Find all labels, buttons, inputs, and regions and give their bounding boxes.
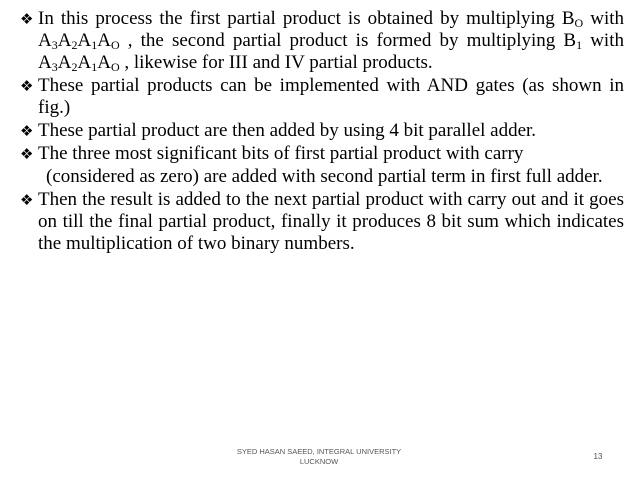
bullet-text: with A bbox=[38, 8, 625, 51]
diamond-bullet-icon: ❖ bbox=[20, 10, 34, 28]
bullet-item-final-result bbox=[20, 189, 624, 255]
bullet-text: , likewise for III and IV partial products. bbox=[119, 52, 433, 73]
bullet-item-parallel-adder bbox=[20, 120, 624, 142]
diamond-bullet-icon: ❖ bbox=[20, 122, 34, 140]
bullet-text: Then the result is added to the next partial product with carry out and it goes on till the final partial product, finally it produces 8 bit sum which indicates the multiplication of two binary numbers. bbox=[38, 189, 624, 254]
bullet-list bbox=[20, 8, 624, 256]
bullet-text: These partial product are then added by using 4 bit parallel adder. bbox=[38, 120, 537, 141]
bullet-item-msb-carry bbox=[20, 143, 624, 165]
page-number: 13 bbox=[593, 452, 603, 461]
footer-location-line: LUCKNOW bbox=[299, 457, 339, 466]
diamond-bullet-icon: ❖ bbox=[20, 145, 34, 163]
bullet-text: A bbox=[77, 52, 92, 73]
subscript: 3 bbox=[51, 38, 58, 52]
subscript: O bbox=[574, 16, 584, 30]
diamond-bullet-icon: ❖ bbox=[20, 77, 34, 95]
continuation-paragraph bbox=[20, 166, 624, 188]
bullet-text: A bbox=[57, 30, 72, 51]
bullet-item-and-gates bbox=[20, 75, 624, 119]
continuation-text: (considered as zero) are added with second partial term in first full adder. bbox=[46, 166, 603, 187]
slide-footer bbox=[219, 447, 419, 467]
bullet-text: In this process the first partial product is obtained by multiplying B bbox=[38, 8, 575, 29]
subscript: 3 bbox=[51, 60, 58, 74]
diamond-bullet-icon: ❖ bbox=[20, 191, 34, 209]
footer-author-line: SYED HASAN SAEED, INTEGRAL UNIVERSITY bbox=[236, 447, 402, 456]
subscript: 1 bbox=[91, 60, 98, 74]
bullet-text: The three most significant bits of first partial product with carry bbox=[38, 143, 524, 164]
bullet-text: A bbox=[77, 30, 92, 51]
subscript: 1 bbox=[91, 38, 98, 52]
bullet-text: with A bbox=[38, 30, 624, 73]
subscript: 1 bbox=[576, 38, 583, 52]
subscript: O bbox=[110, 38, 120, 52]
bullet-item-partial-products bbox=[20, 8, 624, 74]
subscript: 2 bbox=[71, 38, 78, 52]
bullet-text: A bbox=[97, 52, 111, 73]
bullet-text: These partial products can be implemented with AND gates (as shown in fig.) bbox=[38, 75, 624, 118]
bullet-text: A bbox=[97, 30, 111, 51]
bullet-text: , the second partial product is formed by multiplying B bbox=[119, 30, 577, 51]
subscript: 2 bbox=[71, 60, 78, 74]
subscript: O bbox=[110, 60, 120, 74]
bullet-text: A bbox=[57, 52, 72, 73]
